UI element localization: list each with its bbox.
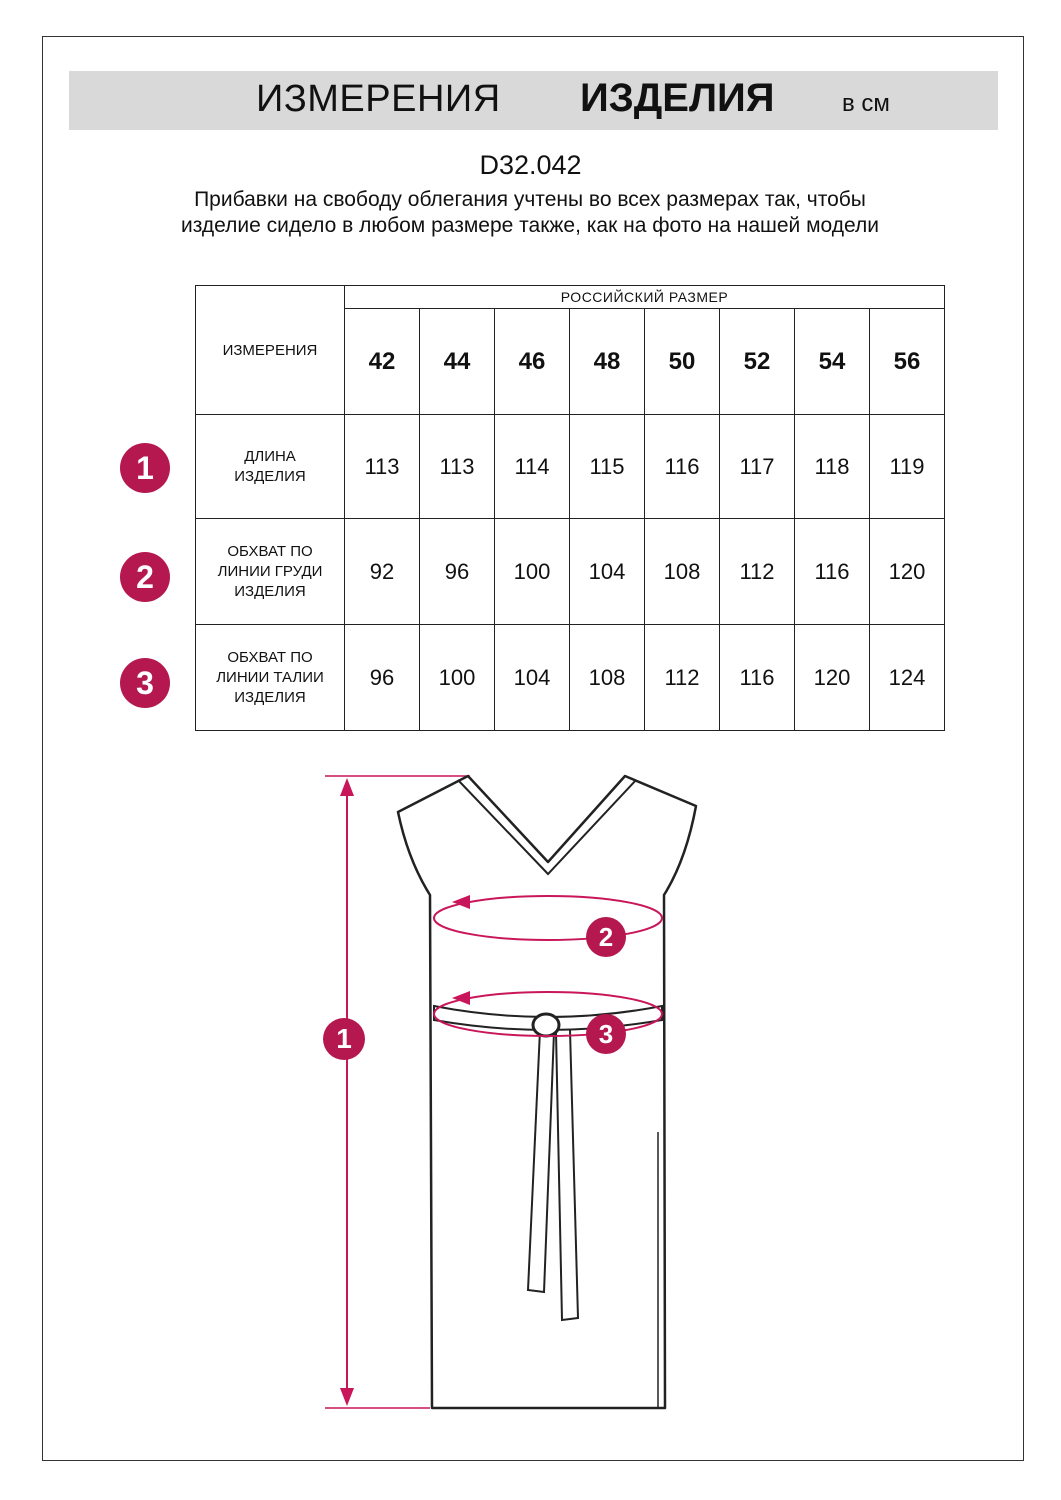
title-unit: в см (842, 90, 890, 117)
size-header-cell: 44 (420, 309, 495, 415)
size-header-cell: 42 (345, 309, 420, 415)
table-cell: 116 (645, 415, 720, 519)
title-garment: ИЗДЕЛИЯ (580, 76, 775, 120)
size-header-cell: 46 (495, 309, 570, 415)
table-cell: 116 (720, 625, 795, 731)
row-label-line: ЛИНИИ ТАЛИИ (216, 668, 324, 686)
dress-outline (398, 776, 696, 1408)
belt-tail (528, 1030, 554, 1292)
diagram-marker-3: 3 (586, 1014, 626, 1054)
row-label-line: ИЗДЕЛИЯ (234, 688, 306, 706)
table-cell: 112 (645, 625, 720, 731)
table-cell: 108 (570, 625, 645, 731)
row-label-line: ДЛИНА (244, 447, 296, 465)
title-measurements: ИЗМЕРЕНИЯ (256, 78, 501, 120)
waist-arrow-icon (452, 991, 470, 1005)
belt-buckle-icon (533, 1014, 559, 1036)
size-header-cell: 56 (870, 309, 945, 415)
table-cell: 115 (570, 415, 645, 519)
row-label-line: ОБХВАТ ПО (227, 648, 313, 666)
table-cell: 112 (720, 519, 795, 625)
size-header-cell: 50 (645, 309, 720, 415)
belt-tail (556, 1030, 578, 1320)
table-cell: 96 (420, 519, 495, 625)
diagram-marker-1: 1 (323, 1018, 365, 1060)
table-cell: 92 (345, 519, 420, 625)
table-cell: 124 (870, 625, 945, 731)
table-cell: 113 (420, 415, 495, 519)
table-cell: 104 (570, 519, 645, 625)
diagram-marker-2: 2 (586, 917, 626, 957)
table-cell: 120 (870, 519, 945, 625)
table-cell: 120 (795, 625, 870, 731)
fit-note: Прибавки на свободу облегания учтены во всех размерах так, чтобы изделие сидело в любом размере также, как на фото на нашей модели (181, 188, 879, 237)
table-cell: 108 (645, 519, 720, 625)
table-cell: 119 (870, 415, 945, 519)
row-label-line: ИЗДЕЛИЯ (234, 582, 306, 600)
table-cell: 117 (720, 415, 795, 519)
row-number-badge-2: 2 (120, 552, 170, 602)
size-header-cell: 52 (720, 309, 795, 415)
size-header-cell: 48 (570, 309, 645, 415)
row-label-line: ЛИНИИ ГРУДИ (217, 562, 323, 580)
size-header-cell: 54 (795, 309, 870, 415)
table-cell: 116 (795, 519, 870, 625)
row-label-line: ОБХВАТ ПО (227, 542, 313, 560)
neckline-inner (468, 776, 625, 862)
row-number-badge-3: 3 (120, 658, 170, 708)
table-cell: 114 (495, 415, 570, 519)
table-cell: 113 (345, 415, 420, 519)
row-label-line: ИЗДЕЛИЯ (234, 467, 306, 485)
size-system-header: РОССИЙСКИЙ РАЗМЕР (345, 286, 945, 309)
article-code: D32.042 (479, 150, 582, 180)
table-cell: 104 (495, 625, 570, 731)
table-cell: 96 (345, 625, 420, 731)
row-number-badge-1: 1 (120, 443, 170, 493)
chest-arrow-icon (452, 895, 470, 909)
table-cell: 100 (495, 519, 570, 625)
table-cell: 100 (420, 625, 495, 731)
measure-header: ИЗМЕРЕНИЯ (196, 286, 345, 415)
length-arrow-up-icon (340, 778, 354, 796)
table-cell: 118 (795, 415, 870, 519)
length-arrow-down-icon (340, 1388, 354, 1406)
